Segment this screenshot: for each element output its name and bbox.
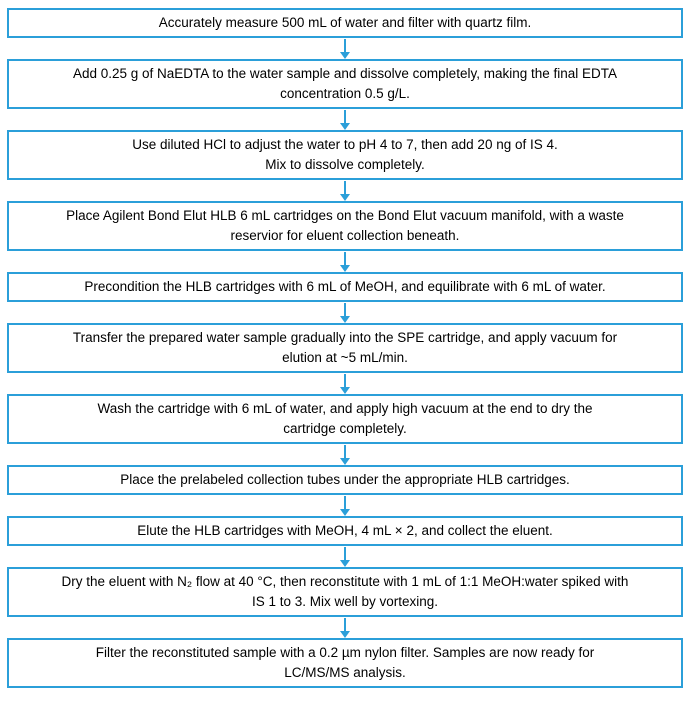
flow-step-6 [7,323,683,373]
arrow-head [340,123,350,130]
step-text: Dry the eluent with N₂ flow at 40 °C, then reconstitute with 1 mL of 1:1 MeOH:water spiked with [61,574,629,589]
down-arrow-icon [7,302,683,323]
down-arrow-icon [7,444,683,465]
arrow-head [340,265,350,272]
down-arrow-icon [7,38,683,59]
step-text: concentration 0.5 g/L. [280,86,410,101]
flow-step-2 [7,59,683,109]
flow-step-11 [7,638,683,688]
step-text: Place the prelabeled collection tubes under the appropriate HLB cartridges. [120,472,570,487]
arrow-head [340,52,350,59]
step-text: Filter the reconstituted sample with a 0.2 µm nylon filter. Samples are now ready for [95,645,595,660]
flow-step-8 [7,465,683,495]
down-arrow-icon [7,251,683,272]
arrow-stem [344,496,346,509]
down-arrow-icon [7,495,683,516]
down-arrow-icon [7,180,683,201]
flow-step-4 [7,201,683,251]
step-text: Add 0.25 g of NaEDTA to the water sample and dissolve completely, making the final EDTA [72,66,618,81]
step-text: elution at ~5 mL/min. [282,350,408,365]
flow-step-7 [7,394,683,444]
flow-step-9 [7,516,683,546]
step-text: Elute the HLB cartridges with MeOH, 4 mL × 2, and collect the eluent. [137,523,553,538]
step-text: Precondition the HLB cartridges with 6 mL of MeOH, and equilibrate with 6 mL of water. [84,279,606,294]
arrow-stem [344,303,346,316]
step-text: Use diluted HCl to adjust the water to pH 4 to 7, then add 20 ng of IS 4. [132,137,558,152]
arrow-head [340,194,350,201]
step-text: Wash the cartridge with 6 mL of water, and apply high vacuum at the end to dry the [97,401,593,416]
step-text: LC/MS/MS analysis. [284,665,406,680]
arrow-stem [344,39,346,52]
step-text: reservior for eluent collection beneath. [230,228,460,243]
arrow-head [340,458,350,465]
arrow-stem [344,181,346,194]
arrow-head [340,560,350,567]
flow-step-10 [7,567,683,617]
arrow-stem [344,252,346,265]
flow-step-1 [7,8,683,38]
step-text: Accurately measure 500 mL of water and filter with quartz film. [158,15,532,30]
down-arrow-icon [7,373,683,394]
flow-step-5 [7,272,683,302]
down-arrow-icon [7,546,683,567]
arrow-stem [344,110,346,123]
flow-step-3 [7,130,683,180]
down-arrow-icon [7,109,683,130]
step-text: cartridge completely. [283,421,407,436]
step-text: IS 1 to 3. Mix well by vortexing. [251,594,439,609]
arrow-head [340,631,350,638]
arrow-stem [344,374,346,387]
arrow-stem [344,547,346,560]
step-text: Transfer the prepared water sample gradually into the SPE cartridge, and apply vacuum for [72,330,618,345]
arrow-stem [344,445,346,458]
arrow-stem [344,618,346,631]
step-text: Place Agilent Bond Elut HLB 6 mL cartridges on the Bond Elut vacuum manifold, with a waste [66,208,624,223]
arrow-head [340,509,350,516]
arrow-head [340,316,350,323]
step-text: Mix to dissolve completely. [265,157,425,172]
arrow-head [340,387,350,394]
down-arrow-icon [7,617,683,638]
